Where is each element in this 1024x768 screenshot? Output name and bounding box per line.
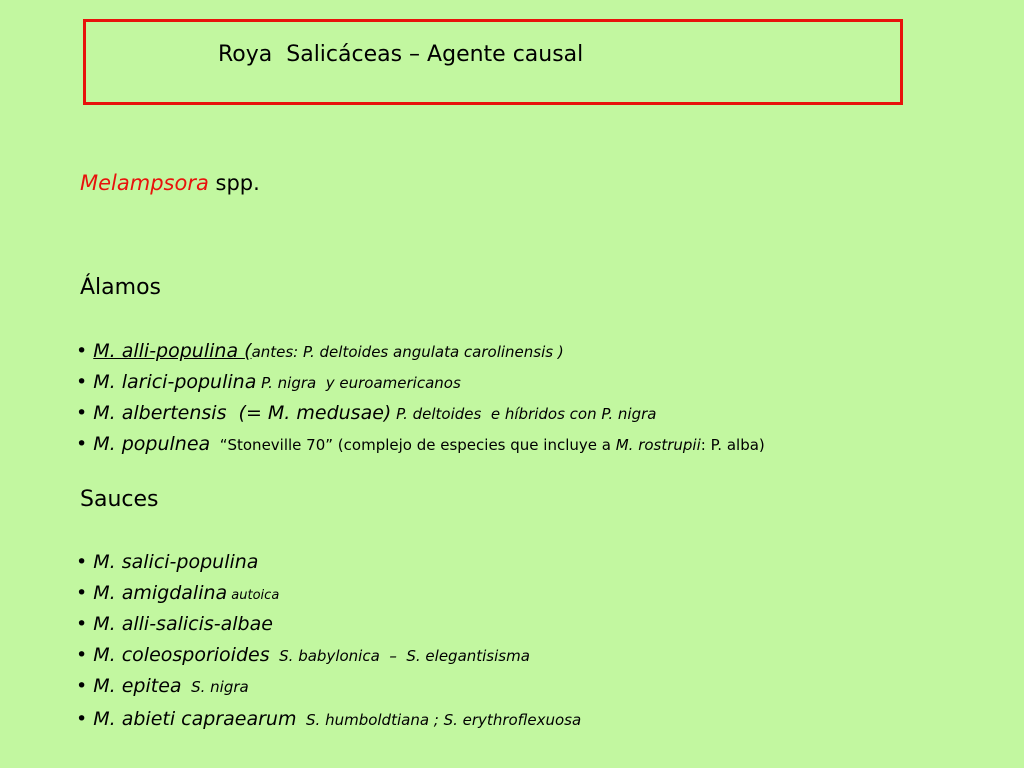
species-detail: S. babylonica – S. elegantisisma (269, 647, 530, 665)
species-name: M. abieti capraearum (93, 708, 297, 730)
species-name: M. amigdalina (93, 582, 228, 604)
species-name: M. albertensis (= M. medusae) (93, 402, 392, 424)
species-name: M. alli-populina (93, 340, 245, 362)
bullet: • (76, 340, 94, 362)
list-item (76, 371, 461, 393)
heading-alamos: Álamos (80, 275, 161, 300)
list-item (76, 644, 530, 666)
list-item (76, 708, 581, 730)
list-item (76, 551, 258, 573)
slide-title: Roya Salicáceas – Agente causal (218, 42, 584, 67)
list-item (76, 582, 279, 604)
species-name: M. salici-populina (93, 551, 259, 573)
bullet: • (76, 613, 94, 635)
title-box (83, 19, 903, 105)
bullet: • (76, 551, 94, 573)
species-name: M. larici-populina (93, 371, 257, 393)
species-detail: P. deltoides e híbridos con P. nigra (391, 405, 657, 423)
species-detail: S. nigra (181, 678, 249, 696)
species-detail: S. humboldtiana ; S. erythroflexuosa (296, 711, 582, 729)
bullet: • (76, 402, 94, 424)
bullet: • (76, 582, 94, 604)
genus-name: Melampsora (80, 171, 209, 195)
species-name: M. coleosporioides (93, 644, 270, 666)
bullet: • (76, 433, 94, 455)
list-item (76, 340, 564, 362)
species-detail: antes: P. deltoides angulata carolinensis ) (251, 343, 564, 361)
species-detail: autoica (227, 588, 280, 603)
bullet: • (76, 675, 94, 697)
species-name: M. alli-salicis-albae (93, 613, 273, 635)
species-detail-italic: M. rostrupii (615, 436, 701, 454)
paren: ( (244, 340, 252, 362)
species-detail-end: : P. alba) (700, 436, 765, 454)
species-detail: (complejo de especies que incluye a (333, 436, 616, 454)
heading-sauces: Sauces (80, 487, 159, 512)
list-item (76, 402, 656, 424)
genus-line (80, 171, 260, 195)
bullet: • (76, 708, 94, 730)
bullet: • (76, 371, 94, 393)
list-item (76, 675, 249, 697)
list-item (76, 613, 273, 635)
species-detail: P. nigra y euroamericanos (256, 374, 461, 392)
species-name: M. populnea (93, 433, 211, 455)
species-name: M. epitea (93, 675, 182, 697)
list-item (76, 433, 765, 455)
bullet: • (76, 644, 94, 666)
genus-suffix: spp. (208, 171, 260, 195)
cultivar-name: “Stoneville 70” (210, 436, 334, 454)
